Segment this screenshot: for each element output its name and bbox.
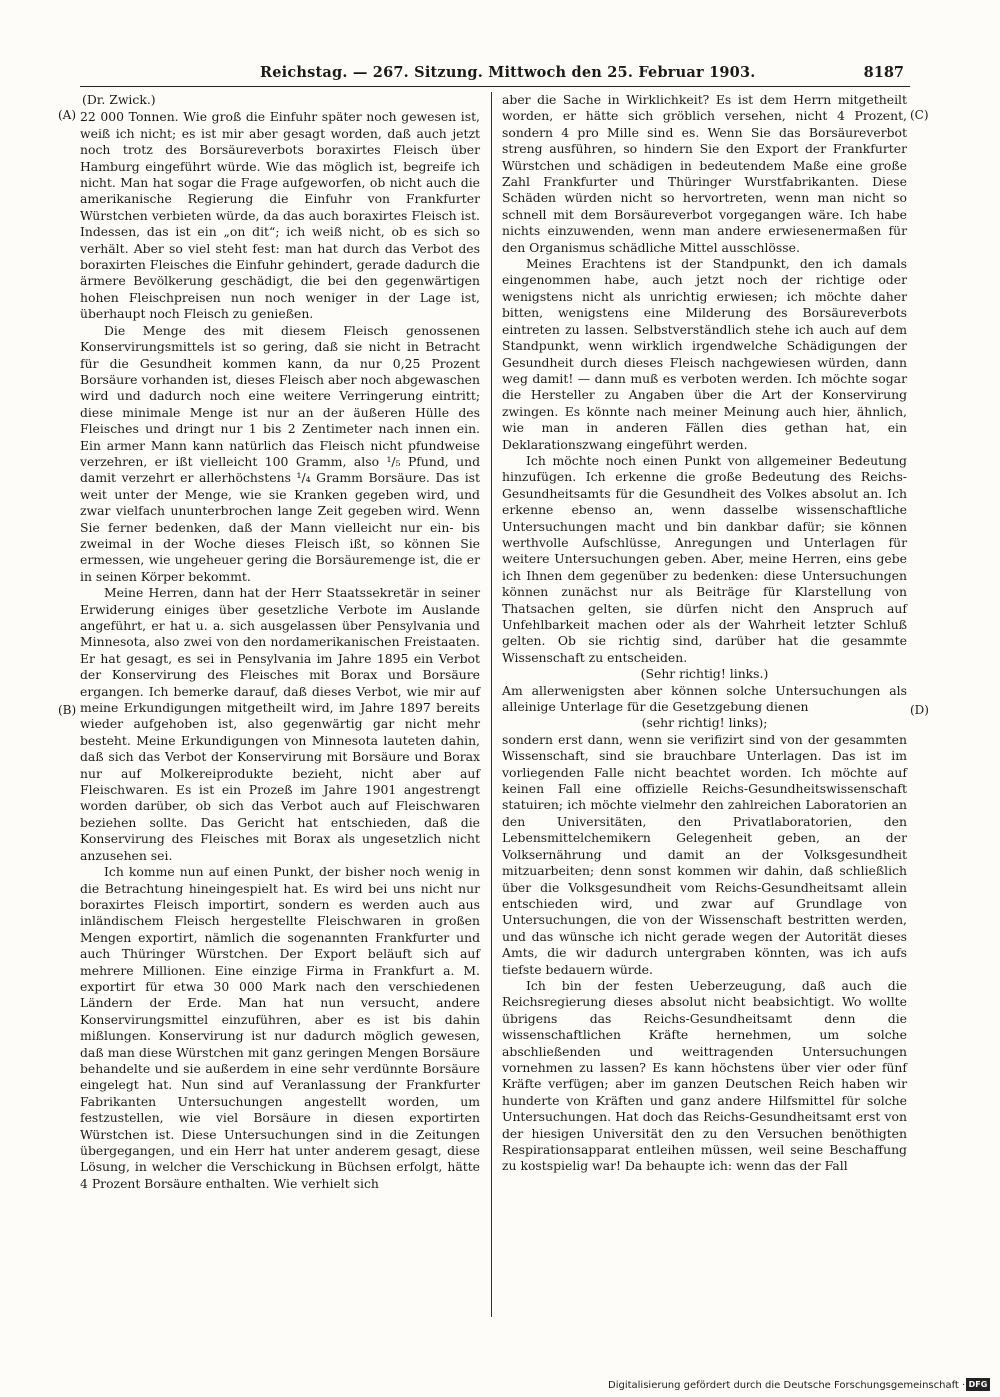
dfg-logo: DFG — [966, 1378, 990, 1391]
interjection: (Sehr richtig! links.) — [640, 666, 769, 682]
margin-marker-a: (A) — [58, 108, 77, 122]
paragraph: Meines Erachtens ist der Standpunkt, den ich damals eingenommen habe, auch jetzt noch der richtige oder wenigstens nicht als unrichtig erwiesen; ich möchte daher bitten, wenigstens eine Milderung des Borsäureverbots eintreten zu lassen. Selbstverständlich stehe ich auch auf dem Standpunkt, wenn wirklich irgendwelche Schädigungen der Gesundheit durch dieses Fleisch nachgewiesen würden, dann weg damit! — dann muß es verboten werden. Ich möchte sogar die Hersteller zu Angaben über die Art der Konservirung zwingen. Es könnte nach meiner Meinung auch hier, ähnlich, wie man in anderen Fällen dies gethan hat, ein Deklarationszwang eingeführt werden. — [502, 256, 907, 452]
paragraph: Ich möchte noch einen Punkt von allgemeiner Bedeutung hinzufügen. Ich erkenne die große Bedeutung des Reichs-Gesundheitsamts für die Gesundheit des Volkes absolut an. Ich erkenne ebenso an, wenn dasselbe wissenschaftliche Untersuchungen macht und bin dankbar dafür; sie können werthvolle Aufschlüsse, Anregungen und Unterlagen für weitere Untersuchungen geben. Aber, meine Herren, eins gebe ich Ihnen dem gegenüber zu bedenken: diese Untersuchungen können zunächst nur als Beiträge für Klarstellung von Thatsachen gelten, sie dürfen nicht den Anspruch auf Unfehlbarkeit machen oder als der Wahrheit letzter Schluß gelten. Ob sie richtig sind, darüber hat die gesammte Wissenschaft zu entscheiden. — [502, 452, 907, 665]
page-number: 8187 — [863, 64, 904, 81]
paragraph: Am allerwenigsten aber können solche Untersuchungen als alleinige Unterlage für die Gesetzgebung dienen — [502, 682, 907, 715]
footer-credit: Digitalisierung gefördert durch die Deutsche Forschungsgemeinschaft · — [608, 1380, 966, 1391]
interjection: (sehr richtig! links); — [641, 715, 768, 731]
margin-marker-c: (C) — [910, 108, 929, 122]
page-header — [80, 62, 910, 87]
speaker-label: (Dr. Zwick.) — [82, 92, 156, 107]
paragraph: Meine Herren, dann hat der Herr Staatssekretär in seiner Erwiderung einiges über gesetzliche Verbote im Auslande angeführt, er hat u. a. sich ausgelassen über Pensylvania und Minnesota, also zwei von den nordamerikanischen Freistaaten. Er hat gesagt, es sei in Pensylvania im Jahre 1895 ein Verbot der Konservirung des Fleisches mit Borax und Borsäure ergangen. Ich bemerke darauf, daß dieses Verbot, wie mir auf meine Erkundigungen mitgetheilt wird, im Jahre 1897 bereits wieder aufgehoben ist, also gegenwärtig gar nicht mehr besteht. Meine Erkundigungen von Minnesota lauteten dahin, daß sich das Verbot der Konservirung mit Borsäure und Borax nur auf Molkereiprodukte bezieht, nicht aber auf Fleischwaren. Es ist ein Prozeß im Jahre 1901 angestrengt worden darüber, ob sich das Verbot auch auf Fleischwaren beziehen sollte. Das Gericht hat entschieden, daß die Konservirung des Fleisches mit Borax als ungesetzlich nicht anzusehen sei. — [80, 585, 480, 863]
margin-marker-b: (B) — [58, 703, 77, 717]
left-column — [80, 92, 480, 1192]
paragraph: sondern erst dann, wenn sie verifizirt sind von der gesammten Wissenschaft, sind sie brauchbare Unterlagen. Das ist im vorliegenden Falle nicht beachtet worden. Ich möchte auf keinen Fall eine offizielle Reichs-Gesundheitswissenschaft statuiren; ich möchte vielmehr den zahlreichen Laboratorien an den Universitäten, den Privatlaboratorien, den Lebensmittelchemikern Gelegenheit geben, an der Volksernährung und damit an der Volksgesundheit mitzuarbeiten; denn sonst kommen wir dahin, daß schließlich über die Volksgesundheit vom Reichs-Gesundheitsamt allein entschieden wird, und zwar auf Grundlage von Untersuchungen, die von der Wissenschaft bestritten werden, und das wünsche ich nicht gerade wegen der Autorität dieses Amts, die wir dadurch untergraben könnten, was ich aufs tiefste bedauern würde. — [502, 731, 907, 977]
column-divider — [491, 92, 492, 1317]
paragraph: Ich bin der festen Ueberzeugung, daß auch die Reichsregierung dieses absolut nicht beabsichtigt. Wo wollte übrigens das Reichs-Gesundheitsamt denn die wissenschaftlichen Kräfte hernehmen, um solche abschließenden und weittragenden Untersuchungen vornehmen zu lassen? Es kann höchstens über vier oder fünf Kräfte verfügen; aber im ganzen Deutschen Reich haben wir hunderte von Kräften und ganz andere Hilfsmittel für solche Untersuchungen. Hat doch das Reichs-Gesundheitsamt erst von der hiesigen Universität den zu den Versuchen benöthigten Respirationsapparat entleihen müssen, weil seine Beschaffung zu kostspielig war! Da behaupte ich: wenn das der Fall — [502, 977, 907, 1174]
right-column — [502, 92, 907, 1175]
running-head: Reichstag. — 267. Sitzung. Mittwoch den 25. Februar 1903. — [260, 64, 756, 81]
paragraph: Ich komme nun auf einen Punkt, der bisher noch wenig in die Betrachtung hineingespielt hat. Es wird bei uns nicht nur boraxirtes Fleisch importirt, sondern es werden auch aus inländischem Fleisch hergestellte Fleischwaren in großen Mengen exportirt, nämlich die sogenannten Frankfurter und auch Thüringer Würstchen. Der Export beläuft sich auf mehrere Millionen. Eine einzige Firma in Frankfurt a. M. exportirt für etwa 30 000 Mark nach den verschiedenen Ländern der Erde. Man hat nun versucht, andere Konservirungsmittel einzuführen, aber es ist bis dahin mißlungen. Konservirung ist nur dadurch möglich gewesen, daß man diese Würstchen mit ganz geringen Mengen Borsäure behandelte und sie außerdem in eine sehr verdünnte Borsäure eingelegt hat. Nun sind auf Veranlassung der Frankfurter Fabrikanten Untersuchungen angestellt worden, um festzustellen, wie viel Borsäure in diesen exportirten Würstchen ist. Diese Untersuchungen sind in die Zeitungen übergegangen, und ein Herr hat unter anderem gesagt, diese Lösung, in welcher die Verschickung in Büchsen erfolgt, hätte 4 Prozent Borsäure enthalten. Wie verhielt sich — [80, 864, 480, 1191]
paragraph: aber die Sache in Wirklichkeit? Es ist dem Herrn mitgetheilt worden, er hätte sich gröblich versehen, nicht 4 Prozent, sondern 4 pro Mille sind es. Wenn Sie das Borsäureverbot streng ausführen, so hindern Sie den Export der Frankfurter Würstchen und schädigen in bedeutendem Maße eine große Zahl Frankfurter und Thüringer Wurstfabrikanten. Diese Schäden würden nicht so hervortreten, wenn man nicht so schnell mit dem Borsäureverbot vorgegangen wäre. Ich habe nichts einzuwenden, wenn man andere erwiesenermaßen für den Organismus schädliche Mittel ausschlösse. — [502, 92, 907, 255]
paragraph: Die Menge des mit diesem Fleisch genossenen Konservirungsmittels ist so gering, daß sie nicht in Betracht für die Gesundheit kommen kann, da nur 0,25 Prozent Borsäure vorhanden ist, dieses Fleisch aber noch abgewaschen wird und dadurch noch eine weitere Verringerung eintritt; diese minimale Menge ist nur an der äußeren Hülle des Fleisches und dringt nur 1 bis 2 Zentimeter nach innen ein. Ein armer Mann kann natürlich das Fleisch nicht pfundweise verzehren, er ißt vielleicht 100 Gramm, also ¹/₅ Pfund, und damit verzehrt er allerhöchstens ¹/₄ Gramm Borsäure. Das ist weit unter der Menge, wie sie Kranken gegeben wird, und zwar vielfach ununterbrochen lange Zeit gegeben wird. Wenn Sie ferner bedenken, daß der Mann vielleicht nur ein- bis zweimal in der Woche dieses Fleisch ißt, so können Sie ermessen, wie ungeheuer gering die Borsäuremenge ist, die er in seinen Körper bekommt. — [80, 322, 480, 584]
margin-marker-d: (D) — [910, 703, 929, 717]
paragraph: 22 000 Tonnen. Wie groß die Einfuhr später noch gewesen ist, weiß ich nicht; es ist mir aber gesagt worden, daß auch jetzt noch trotz des Borsäureverbots boraxirtes Fleisch über Hamburg eingeführt würde. Wie das möglich ist, begreife ich nicht. Man hat sogar die Frage aufgeworfen, ob nicht auch die amerikanische Regierung die Einfuhr von Frankfurter Würstchen verbieten würde, da das auch boraxirtes Fleisch ist. Indessen, das ist ein „on dit“; ich weiß nicht, ob es sich so verhält. Aber so viel steht fest: man hat durch das Verbot des boraxirten Fleisches die Einfuhr gehindert, gerade dadurch die ärmere Bevölkerung geschädigt, die bei den gegenwärtigen hohen Fleischpreisen nun noch weniger in der Lage ist, überhaupt noch Fleisch zu genießen. — [80, 109, 480, 322]
